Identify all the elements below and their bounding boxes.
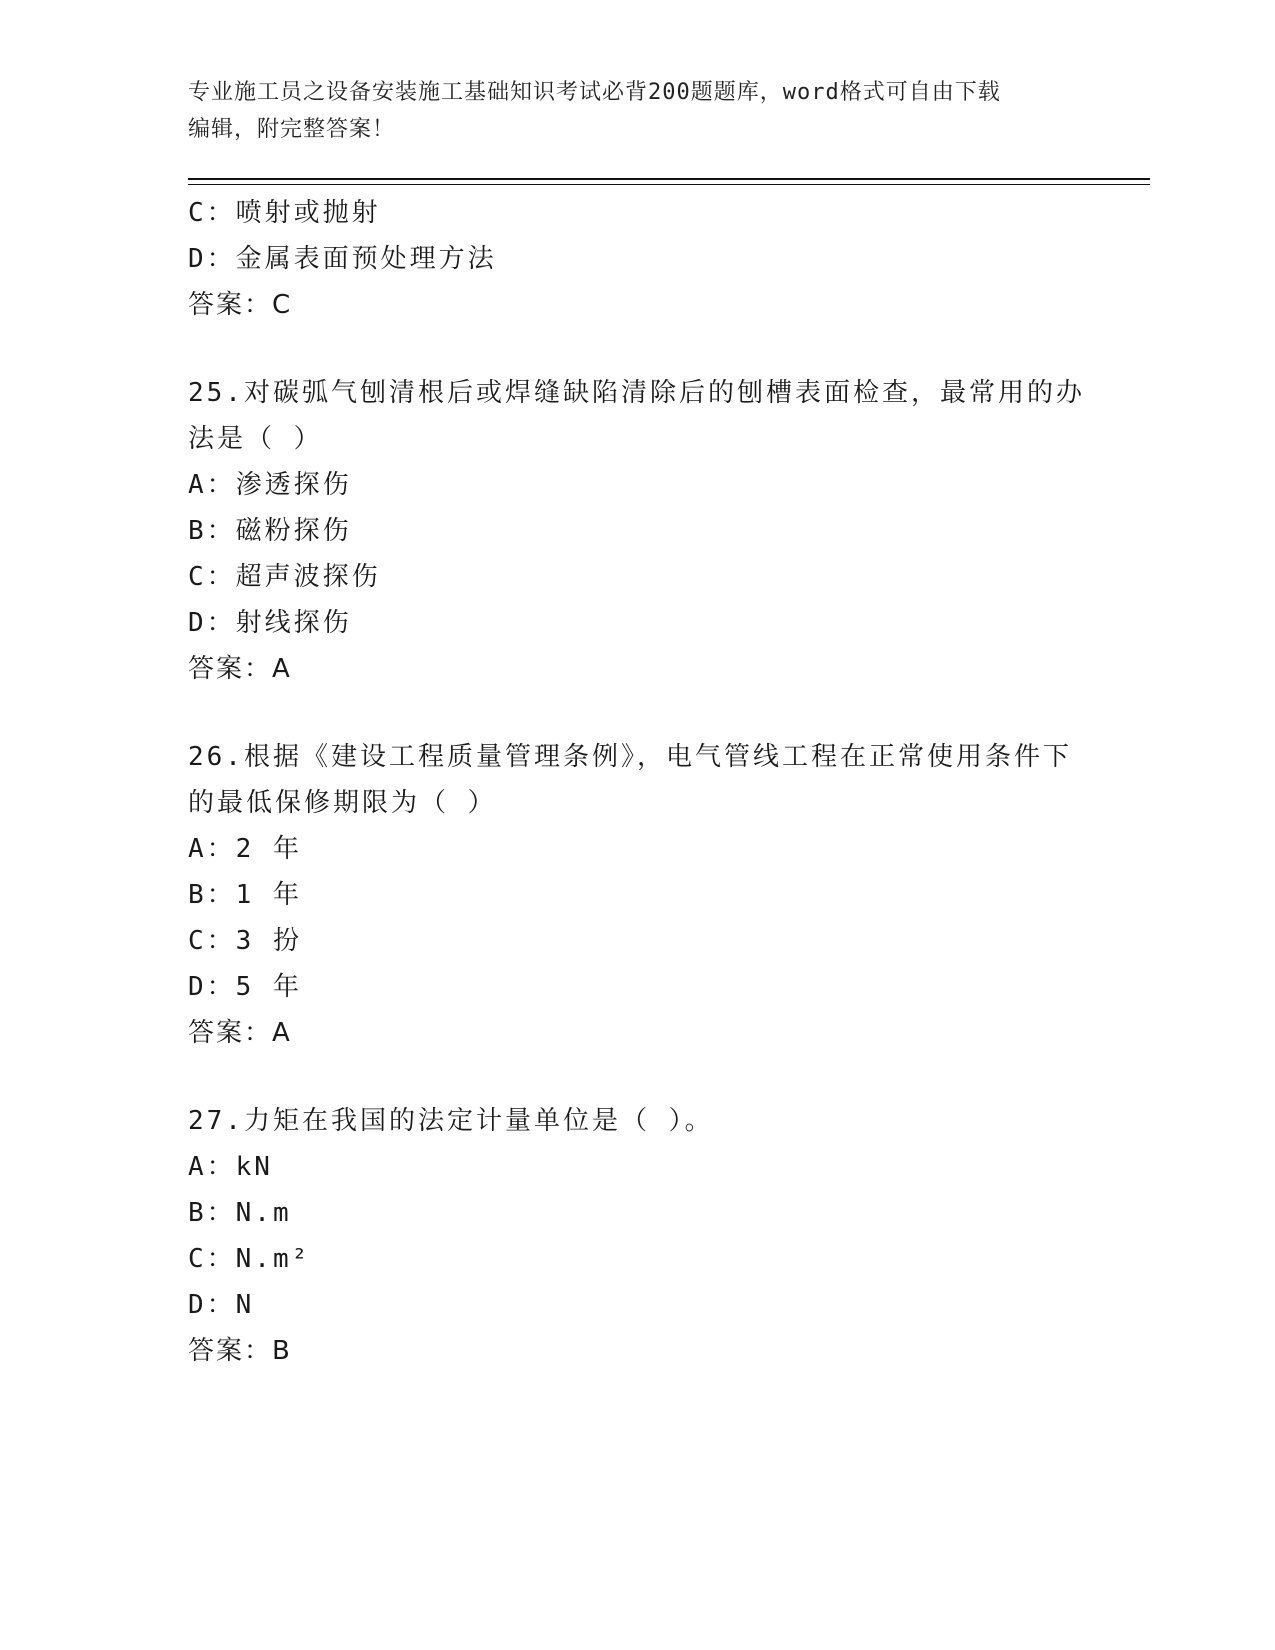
option-c: C：3 扮 <box>188 926 302 956</box>
question-stem-continued: 的最低保修期限为（ ） <box>188 788 497 818</box>
option-d: D：N <box>188 1290 255 1320</box>
question-stem: 25.对碳弧气刨清根后或焊缝缺陷清除后的刨槽表面检查，最常用的办 <box>188 378 1085 408</box>
document-header <box>188 74 1088 148</box>
question-27 <box>188 1098 1088 1374</box>
option-a: A：2 年 <box>188 834 302 864</box>
option-c: C：喷射或抛射 <box>188 198 381 228</box>
option-a: A：渗透探伤 <box>188 470 352 500</box>
answer-line: 答案：A <box>188 654 292 684</box>
answer-line: 答案：C <box>188 290 293 320</box>
question-stem: 27.力矩在我国的法定计量单位是（ ）。 <box>188 1106 714 1136</box>
question-stem-continued: 法是（ ） <box>188 424 323 454</box>
option-d: D：射线探伤 <box>188 608 352 638</box>
option-c: C：超声波探伤 <box>188 562 381 592</box>
option-b: B：磁粉探伤 <box>188 516 352 546</box>
answer-line: 答案：A <box>188 1018 292 1048</box>
question-24-continued <box>188 190 1088 328</box>
option-b: B：N.m <box>188 1198 292 1228</box>
question-25 <box>188 370 1088 692</box>
header-title-line-2: 编辑，附完整答案！ <box>188 117 396 142</box>
question-26 <box>188 734 1088 1056</box>
question-list <box>188 190 1088 1374</box>
option-a: A：kN <box>188 1152 273 1182</box>
header-divider-thick <box>188 178 1150 180</box>
header-divider-thin <box>188 184 1150 185</box>
answer-line: 答案：B <box>188 1336 292 1366</box>
option-d: D：金属表面预处理方法 <box>188 244 497 274</box>
option-b: B：1 年 <box>188 880 302 910</box>
header-title-line-1: 专业施工员之设备安装施工基础知识考试必背200题题库，word格式可自由下载 <box>188 80 1001 105</box>
option-c: C：N.m² <box>188 1244 311 1274</box>
option-d: D：5 年 <box>188 972 302 1002</box>
question-stem: 26.根据《建设工程质量管理条例》，电气管线工程在正常使用条件下 <box>188 742 1072 772</box>
